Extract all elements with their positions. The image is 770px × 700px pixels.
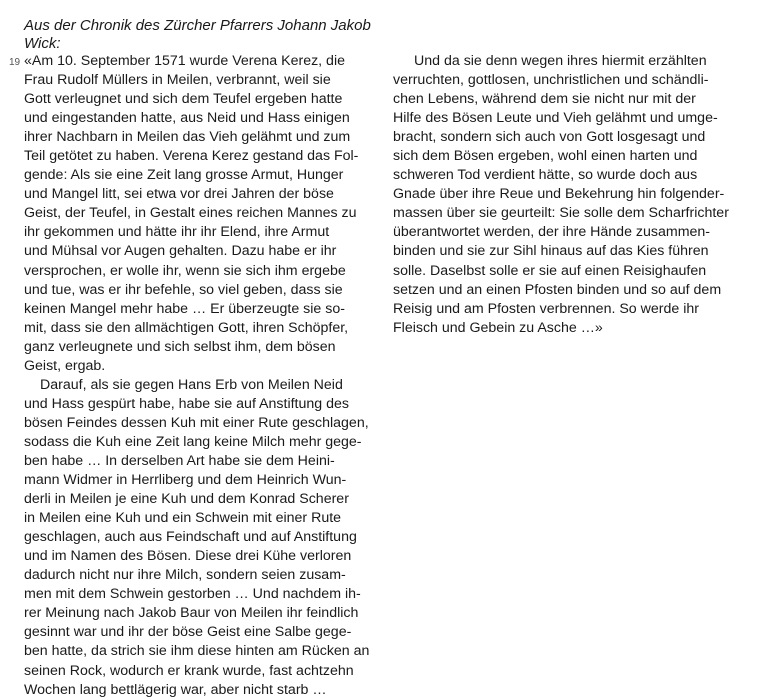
text-line: rer Meinung nach Jakob Baur von Meilen ihr feindlich [24,605,359,622]
text-line: und im Namen des Bösen. Diese drei Kühe verloren [24,548,352,565]
text-line: bracht, sondern sich auch von Gott losgesagt und [393,129,706,146]
text-line: Reisig und am Pfosten verbrennen. So werde ihr [393,300,699,317]
text-line: und tue, was er ihr befehle, so viel geben, dass sie [24,281,343,298]
text-line: Und da sie denn wegen ihres hiermit erzählten [414,53,707,69]
text-line: Darauf, als sie gegen Hans Erb von Meilen Neid [40,376,343,393]
text-line: Geist, ergab. [24,357,106,374]
text-line: ganz verleugnete und sich selbst ihm, dem bösen [24,338,336,355]
text-line: Teil getötet zu haben. Verena Kerez gestand das Fol- [24,148,359,165]
text-line: ben hatte, da strich sie ihm diese hinten am Rücken an [24,643,370,660]
text-line: gende: Als sie eine Zeit lang grosse Armut, Hunger [24,167,344,184]
text-line: setzen und an einen Pfosten binden und so auf dem [393,281,722,298]
chronicle-heading: Aus der Chronik des Zürcher Pfarrers Johann Jakob Wick: [24,17,371,52]
text-line: versprochen, er wolle ihr, wenn sie sich ihm ergebe [24,262,346,279]
text-line: Gott verleugnet und sich dem Teufel ergeben hatte [24,91,343,108]
text-line: Hilfe des Bösen Leute und Vieh gelähmt und umge- [393,110,718,127]
text-line: seinen Rock, wodurch er krank wurde, fast achtzehn [24,662,354,679]
text-line: geschlagen, auch aus Feindschaft und auf Anstiftung [24,529,357,546]
line-number: 19 [9,57,21,68]
text-line: schweren Tod verdient hätte, so wurde doch aus [393,167,698,184]
text-line: überantwortet werden, der ihre Hände zusammen- [393,224,711,241]
text-line: men mit dem Schwein gestorben … Und nachdem ih- [24,586,361,603]
text-line: Fleisch und Gebein zu Asche …» [393,319,603,336]
left-text-column [24,52,384,700]
text-line: keinen Mangel mehr habe … Er überzeugte sie so- [24,300,345,317]
text-line: Geist, der Teufel, in Gestalt eines reichen Mannes zu [24,205,357,222]
text-line: ben habe … In derselben Art habe sie dem Heini- [24,452,335,469]
text-line: Wochen lang bettlägerig war, aber nicht starb … [24,681,327,698]
text-line: solle. Daselbst solle er sie auf einen Reisighaufen [393,262,707,279]
text-line: Frau Rudolf Müllers in Meilen, verbrannt, weil sie [24,72,331,89]
text-line: binden und sie zur Sihl hinaus auf das Kies führen [393,243,709,260]
text-line: ihrer Nachbarn in Meilen das Vieh gelähmt und zum [24,129,351,146]
text-line: gesinnt war und ihr der böse Geist eine Salbe gege- [24,624,352,641]
text-line: sodass die Kuh eine Zeit lang keine Milch mehr gege- [24,433,362,450]
text-line: und Mangel litt, sei etwa vor drei Jahren der böse [24,186,334,203]
right-text-column [393,52,758,338]
text-line: bösen Feindes dessen Kuh mit einer Rute geschlagen, [24,414,369,431]
text-line: massen über sie geurteilt: Sie solle dem Scharfrichter [393,205,729,222]
text-line: mit, dass sie den allmächtigen Gott, ihren Schöpfer, [24,319,349,336]
text-line: chen Lebens, während dem sie nicht nur mit der [393,91,696,108]
text-line: dadurch nicht nur ihre Milch, sondern seien zusam- [24,567,346,584]
text-line: in Meilen eine Kuh und ein Schwein mit einer Rute [24,510,342,527]
text-line: und eingestanden hatte, aus Neid und Hass einigen [24,110,350,127]
text-line: und Hass gespürt habe, habe sie auf Anstiftung des [24,395,349,412]
text-line: sich dem Bösen ergeben, wohl einen harten und [393,148,698,165]
text-line: «Am 10. September 1571 wurde Verena Kerez, die [24,53,345,69]
text-line: ihr gekommen und hätte ihr ihr Elend, ihre Armut [24,224,330,241]
text-line: und Mühsal vor Augen gehalten. Dazu habe er ihr [24,243,337,260]
text-line: derli in Meilen je eine Kuh und dem Konrad Scherer [24,491,349,508]
text-line: mann Widmer in Herrliberg und dem Heinrich Wun- [24,472,347,489]
text-line: Gnade über ihre Reue und Bekehrung hin folgender- [393,186,725,203]
text-line: verruchten, gottlosen, unchristlichen und schändli- [393,72,709,89]
